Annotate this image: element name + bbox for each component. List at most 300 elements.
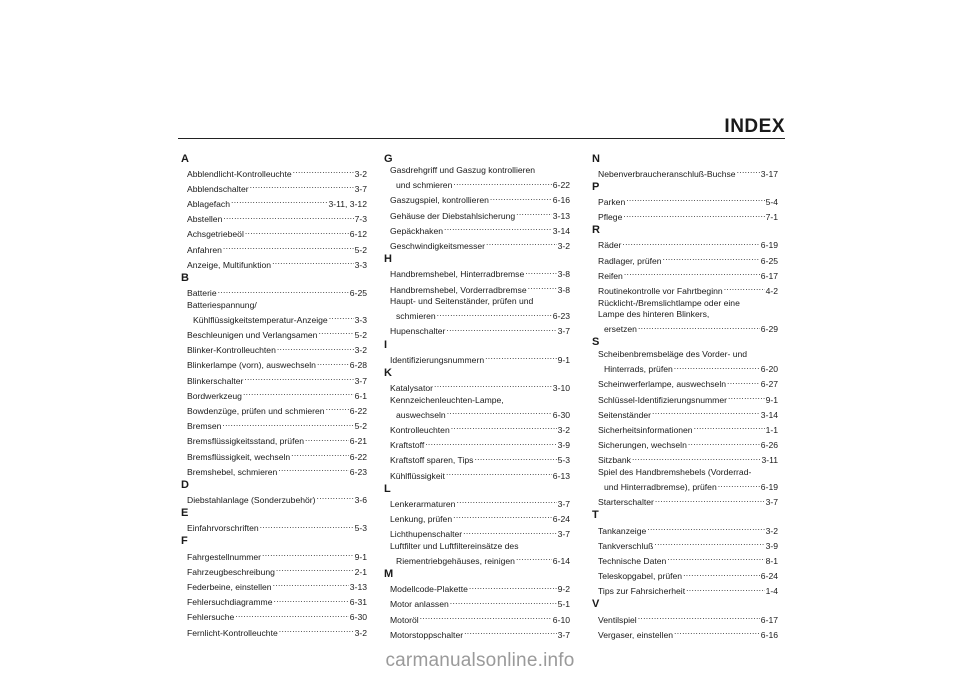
dot-leader: [274, 594, 349, 606]
index-entry-label: Abstellen: [187, 214, 223, 225]
index-entry-row: [187, 311, 367, 326]
index-entry-page: 6-27: [760, 379, 778, 390]
dot-leader: [243, 387, 354, 399]
index-entry-label: Scheinwerferlampe, auswechseln: [598, 379, 727, 390]
index-entry-page: 6-30: [552, 409, 570, 420]
dot-leader: [291, 448, 349, 460]
index-entry[interactable]: [181, 402, 367, 417]
dot-leader: [528, 281, 557, 293]
index-entry-page: 6-1: [354, 390, 367, 401]
index-entry-row: [598, 252, 778, 267]
index-entry-row: [390, 323, 570, 338]
index-entry-label: Identifizierungsnummern: [390, 354, 485, 365]
index-entry[interactable]: [384, 495, 570, 510]
index-letter-m: M: [384, 568, 394, 581]
index-entry-label: auswechseln: [396, 409, 446, 420]
index-entry-page: 3-7: [557, 326, 570, 337]
index-entry-label: schmieren: [396, 311, 436, 322]
index-letter-t: T: [592, 509, 599, 522]
dot-leader: [447, 406, 552, 418]
index-entry-page: 6-16: [552, 195, 570, 206]
index-entry[interactable]: [181, 624, 367, 639]
index-entry[interactable]: [592, 494, 778, 509]
index-entry-row: [390, 351, 570, 366]
index-entry-row: [598, 209, 778, 224]
index-entry-row: [187, 491, 367, 506]
index-entry-row: [187, 226, 367, 241]
index-entry-label: Lenkung, prüfen: [390, 514, 453, 525]
index-entry-label: Katalysator: [390, 383, 433, 394]
dot-leader: [434, 379, 552, 391]
index-entry-label: Kühlflüssigkeitstemperatur-Anzeige: [193, 314, 328, 325]
index-entry[interactable]: [592, 537, 778, 552]
dot-leader: [293, 165, 354, 177]
index-entry-line: Gasdrehgriff und Gaszug kontrollieren: [390, 165, 536, 176]
index-entry-row: [598, 237, 778, 252]
index-entry-label: Geschwindigkeitsmesser: [390, 241, 486, 252]
index-entry[interactable]: [181, 563, 367, 578]
index-entry-row: [598, 406, 778, 421]
dot-leader: [718, 479, 760, 491]
dot-leader: [218, 285, 349, 297]
index-entry[interactable]: [181, 433, 367, 448]
index-entry-page: 6-22: [552, 180, 570, 191]
dot-leader: [516, 552, 552, 564]
index-entry[interactable]: [181, 256, 367, 271]
index-entry-page: 3-7: [354, 375, 367, 386]
index-entry-page: 7-3: [354, 214, 367, 225]
index-entry-label: Bremsen: [187, 421, 222, 432]
index-entry[interactable]: [592, 252, 778, 267]
index-entry-label: Tips zur Fahrsicherheit: [598, 586, 686, 597]
index-entry-label: und Hinterradbremse), prüfen: [604, 482, 717, 493]
index-entry-page: 3-3: [354, 259, 367, 270]
index-entry[interactable]: [592, 376, 778, 391]
index-entry-page: 5-4: [765, 196, 778, 207]
index-entry-label: Kühlflüssigkeit: [390, 470, 445, 481]
dot-leader: [456, 495, 556, 507]
index-entry-row: [390, 552, 570, 567]
index-entry[interactable]: [384, 323, 570, 338]
dot-leader: [222, 418, 353, 430]
index-entry[interactable]: [181, 387, 367, 402]
dot-leader: [273, 578, 349, 590]
index-entry-row: [390, 437, 570, 452]
index-entry-page: 6-31: [349, 597, 367, 608]
index-entry[interactable]: [181, 326, 367, 341]
index-entry-label: Beschleunigen und Verlangsamen: [187, 330, 318, 341]
dot-leader: [655, 494, 765, 506]
index-entry-page: 3-8: [557, 284, 570, 295]
index-entry-line: Haupt- und Seitenständer, prüfen und: [390, 296, 534, 307]
index-entry-row: [598, 552, 778, 567]
index-column-3: [592, 152, 778, 641]
index-entry[interactable]: [384, 281, 570, 296]
index-entry-label: Gepäckhaken: [390, 225, 444, 236]
index-entry-page: 5-3: [557, 455, 570, 466]
index-entry-label: ersetzen: [604, 324, 637, 335]
index-entry[interactable]: [592, 568, 778, 583]
index-entry-row: [390, 510, 570, 525]
index-entry-row: [598, 376, 778, 391]
index-entry-label: Routinekontrolle vor Fahrtbeginn: [598, 286, 723, 296]
index-entry-page: 3-8: [557, 269, 570, 280]
index-entry-row: [598, 452, 778, 467]
index-entry-label: Achsgetriebeöl: [187, 229, 244, 240]
dot-leader: [231, 195, 327, 207]
dot-leader: [638, 611, 760, 623]
index-entry-label: Fehlersuche: [187, 612, 235, 623]
index-entry-label: Modellcode-Plakette: [390, 584, 468, 595]
index-entry[interactable]: [181, 594, 367, 609]
index-entry-page: 6-19: [760, 240, 778, 251]
index-entry-row: [598, 437, 778, 452]
index-entry[interactable]: [181, 418, 367, 433]
title-rule: [178, 138, 785, 139]
index-entry-page: 3-10: [552, 383, 570, 394]
index-entry-page: 8-1: [765, 556, 778, 566]
index-entry[interactable]: [181, 300, 367, 327]
index-entry-page: 9-1: [765, 394, 778, 405]
index-entry[interactable]: [384, 526, 570, 541]
index-entry-line: Luftfilter und Luftfiltereinsätze des: [390, 540, 519, 551]
index-entry-row: [390, 237, 570, 252]
index-letter-v: V: [592, 598, 600, 611]
dot-leader: [262, 548, 354, 560]
index-entry[interactable]: [384, 222, 570, 237]
index-entry-label: Sicherheitsinformationen: [598, 425, 693, 435]
index-entry[interactable]: [181, 165, 367, 180]
dot-leader: [474, 452, 556, 464]
index-entry-row: [187, 548, 367, 563]
dot-leader: [453, 510, 552, 522]
index-entry[interactable]: [384, 379, 570, 394]
index-entry-row: [598, 479, 778, 494]
index-entry-label: Räder: [598, 240, 622, 251]
index-entry[interactable]: [181, 448, 367, 463]
index-entry-page: 6-16: [760, 629, 778, 640]
index-entry-row: [187, 433, 367, 448]
index-entry[interactable]: [181, 463, 367, 478]
index-entry-label: Fehlersuchdiagramme: [187, 597, 273, 608]
index-entry-row: [598, 494, 778, 509]
index-entry-label: Seitenständer: [598, 409, 652, 420]
dot-leader: [624, 267, 760, 279]
index-entry[interactable]: [592, 193, 778, 208]
index-entry[interactable]: [592, 298, 778, 336]
index-entry-label: Hupenschalter: [390, 326, 446, 337]
index-entry-label: Technische Daten: [598, 556, 667, 566]
index-entry-row: [390, 406, 570, 421]
dot-leader: [437, 308, 552, 320]
dot-leader: [674, 361, 760, 373]
index-entry-page: 3-11, 3-12: [328, 199, 367, 210]
index-entry-row: [187, 195, 367, 210]
index-entry[interactable]: [384, 467, 570, 482]
index-entry-label: Handbremshebel, Hinterradbremse: [390, 269, 525, 280]
index-entry-page: 6-24: [760, 571, 778, 582]
index-entry[interactable]: [384, 626, 570, 641]
index-entry-row: [390, 192, 570, 207]
index-entry-page: 6-22: [349, 451, 367, 462]
index-entry-label: Lichthupenschalter: [390, 529, 463, 540]
index-entry-page: 6-22: [349, 406, 367, 416]
index-entry-row: [187, 342, 367, 357]
index-entry[interactable]: [592, 349, 778, 376]
index-entry-row: [390, 626, 570, 641]
index-entry-row: [187, 578, 367, 593]
index-entry[interactable]: [592, 611, 778, 626]
index-entry-row: [390, 526, 570, 541]
index-entry-row: [598, 321, 778, 336]
index-entry-page: 3-2: [557, 425, 570, 435]
index-entry-label: Motor anlassen: [390, 599, 449, 610]
index-entry-row: [187, 357, 367, 372]
index-entry-row: [390, 467, 570, 482]
index-entry-row: [187, 285, 367, 300]
index-letter-k: K: [384, 366, 392, 379]
index-entry-page: 9-1: [557, 354, 570, 365]
dot-leader: [305, 433, 349, 445]
index-entry-page: 6-23: [552, 311, 570, 322]
index-entry[interactable]: [384, 351, 570, 366]
index-entry[interactable]: [181, 211, 367, 226]
index-entry-label: Hinterrads, prüfen: [604, 364, 673, 375]
index-entry-page: 1-4: [765, 586, 778, 597]
index-entry[interactable]: [384, 611, 570, 626]
index-entry-page: 6-29: [760, 324, 778, 335]
index-column-1: [181, 152, 367, 639]
index-entry[interactable]: [592, 237, 778, 252]
index-entry-page: 6-21: [349, 436, 367, 447]
index-entry-page: 3-14: [760, 409, 778, 420]
index-entry[interactable]: [384, 596, 570, 611]
index-entry-row: [187, 372, 367, 387]
index-entry[interactable]: [592, 452, 778, 467]
dot-leader: [451, 421, 557, 433]
index-entry-page: 3-7: [354, 183, 367, 194]
index-letter-l: L: [384, 482, 391, 495]
dot-leader: [652, 406, 760, 418]
index-entry[interactable]: [592, 165, 778, 180]
dot-leader: [728, 391, 765, 403]
index-entry[interactable]: [181, 180, 367, 195]
index-entry-row: [187, 563, 367, 578]
index-entry-label: Gehäuse der Diebstahlsicherung: [390, 210, 516, 221]
index-entry[interactable]: [384, 266, 570, 281]
index-entry[interactable]: [384, 541, 570, 568]
index-entry-page: 3-9: [765, 540, 778, 551]
index-entry-page: 6-12: [349, 229, 367, 240]
index-entry[interactable]: [181, 491, 367, 506]
index-entry-row: [598, 626, 778, 641]
index-entry-label: Bremsflüssigkeit, wechseln: [187, 451, 291, 462]
index-entry-row: [187, 165, 367, 180]
index-entry[interactable]: [384, 452, 570, 467]
index-entry[interactable]: [592, 421, 778, 436]
index-entry[interactable]: [384, 165, 570, 192]
dot-leader: [317, 357, 349, 369]
index-entry-row: [598, 267, 778, 282]
index-entry-row: [598, 611, 778, 626]
index-entry-page: 6-17: [760, 270, 778, 281]
index-entry-page: 7-1: [765, 212, 778, 223]
index-entry-label: Gaszugspiel, kontrollieren: [390, 195, 489, 206]
dot-leader: [277, 342, 354, 354]
index-entry[interactable]: [181, 520, 367, 535]
index-entry-label: Bowdenzüge, prüfen und schmieren: [187, 406, 325, 416]
index-entry-page: 3-3: [354, 314, 367, 325]
index-entry-label: Radlager, prüfen: [598, 255, 662, 266]
index-entry-label: Parken: [598, 196, 626, 207]
index-entry-label: Tankverschluß: [598, 540, 654, 551]
index-entry-label: Einfahrvorschriften: [187, 523, 259, 534]
index-entry-page: 1-1: [765, 425, 778, 435]
index-entry-page: 6-14: [552, 556, 570, 566]
index-entry-row: [187, 609, 367, 624]
index-entry-page: 5-1: [557, 599, 570, 610]
index-entry-page: 5-2: [354, 421, 367, 432]
dot-leader: [623, 209, 764, 221]
index-entry[interactable]: [592, 406, 778, 421]
index-entry-label: Kontrolleuchten: [390, 425, 450, 435]
index-entry[interactable]: [181, 578, 367, 593]
index-letter-e: E: [181, 507, 189, 520]
dot-leader: [626, 193, 764, 205]
index-entry-row: [598, 568, 778, 583]
index-entry[interactable]: [384, 510, 570, 525]
index-letter-h: H: [384, 253, 392, 266]
index-entry-row: [598, 421, 778, 436]
index-entry-page: 3-7: [557, 629, 570, 640]
index-entry-page: 3-17: [760, 168, 778, 179]
index-entry-row: [598, 361, 778, 376]
index-entry-label: Riementriebgehäuses, reinigen: [396, 556, 515, 566]
index-entry[interactable]: [592, 282, 778, 297]
index-entry[interactable]: [592, 267, 778, 282]
index-entry[interactable]: [592, 626, 778, 641]
index-entry[interactable]: [384, 581, 570, 596]
dot-leader: [272, 256, 354, 268]
dot-leader: [663, 252, 760, 264]
index-entry-row: [187, 387, 367, 402]
index-entry[interactable]: [384, 437, 570, 452]
index-entry-page: 3-14: [552, 225, 570, 236]
index-column-2: [384, 152, 570, 641]
index-entry-label: und schmieren: [396, 180, 453, 191]
index-entry-row: [390, 281, 570, 296]
index-entry-row: [390, 596, 570, 611]
index-entry-page: 6-19: [760, 482, 778, 493]
index-entry[interactable]: [384, 192, 570, 207]
index-entry-page: 6-28: [349, 360, 367, 371]
index-entry-row: [598, 391, 778, 406]
index-entry-row: [187, 180, 367, 195]
index-entry-label: Batterie: [187, 288, 217, 299]
index-entry[interactable]: [181, 285, 367, 300]
index-entry-page: 6-10: [552, 614, 570, 625]
index-entry[interactable]: [384, 296, 570, 323]
index-entry-line: Kennzeichenleuchten-Lampe,: [390, 394, 504, 405]
index-entry[interactable]: [592, 467, 778, 494]
index-entry-row: [187, 402, 367, 417]
index-entry[interactable]: [592, 209, 778, 224]
dot-leader: [450, 596, 557, 608]
dot-leader: [279, 624, 354, 636]
index-entry-label: Vergaser, einstellen: [598, 629, 674, 640]
index-entry-label: Handbremshebel, Vorderradbremse: [390, 284, 527, 295]
index-entry[interactable]: [181, 195, 367, 210]
index-entry-row: [598, 165, 778, 180]
dot-leader: [516, 207, 552, 219]
index-entry[interactable]: [592, 552, 778, 567]
index-entry-page: 6-20: [760, 364, 778, 375]
index-entry-page: 3-7: [557, 529, 570, 540]
index-entry[interactable]: [592, 391, 778, 406]
index-entry[interactable]: [181, 372, 367, 387]
index-entry[interactable]: [592, 522, 778, 537]
index-letter-a: A: [181, 152, 189, 165]
dot-leader: [453, 177, 551, 189]
index-entry-row: [390, 379, 570, 394]
index-entry-label: Starterschalter: [598, 497, 654, 508]
index-entry[interactable]: [592, 437, 778, 452]
index-entry-row: [598, 537, 778, 552]
dot-leader: [490, 192, 552, 204]
index-entry-row: [598, 282, 778, 297]
dot-leader: [683, 568, 760, 580]
index-entry-row: [390, 308, 570, 323]
dot-leader: [667, 552, 764, 564]
watermark: carmanualsonline.info: [385, 650, 575, 671]
index-entry-row: [187, 594, 367, 609]
index-entry[interactable]: [181, 241, 367, 256]
index-entry[interactable]: [181, 342, 367, 357]
index-entry-page: 5-2: [354, 244, 367, 255]
index-entry-page: 9-1: [354, 551, 367, 562]
index-letter-n: N: [592, 152, 600, 165]
index-entry-page: 6-23: [349, 466, 367, 477]
index-entry-page: 2-1: [354, 566, 367, 577]
index-entry-line: Batteriespannung/: [187, 299, 257, 310]
dot-leader: [235, 609, 349, 621]
dot-leader: [647, 522, 764, 534]
index-entry[interactable]: [181, 226, 367, 241]
index-entry-page: 9-2: [557, 584, 570, 595]
dot-leader: [688, 437, 760, 449]
index-entry[interactable]: [181, 548, 367, 563]
index-entry[interactable]: [181, 609, 367, 624]
index-entry-label: Kraftstoff: [390, 440, 425, 451]
index-entry-label: Teleskopgabel, prüfen: [598, 571, 683, 582]
index-entry-label: Blinker-Kontrolleuchten: [187, 345, 276, 356]
index-entry[interactable]: [181, 357, 367, 372]
index-entry-label: Tankanzeige: [598, 525, 647, 536]
index-letter-f: F: [181, 535, 188, 548]
index-letter-p: P: [592, 180, 600, 193]
index-entry[interactable]: [384, 207, 570, 222]
dot-leader: [694, 421, 765, 433]
index-entry-page: 3-2: [354, 627, 367, 638]
index-entry[interactable]: [384, 395, 570, 422]
index-entry[interactable]: [384, 421, 570, 436]
index-letter-i: I: [384, 338, 388, 351]
dot-leader: [245, 226, 349, 238]
dot-leader: [260, 520, 354, 532]
index-entry-page: 6-25: [349, 288, 367, 299]
index-entry[interactable]: [592, 583, 778, 598]
index-entry[interactable]: [384, 237, 570, 252]
